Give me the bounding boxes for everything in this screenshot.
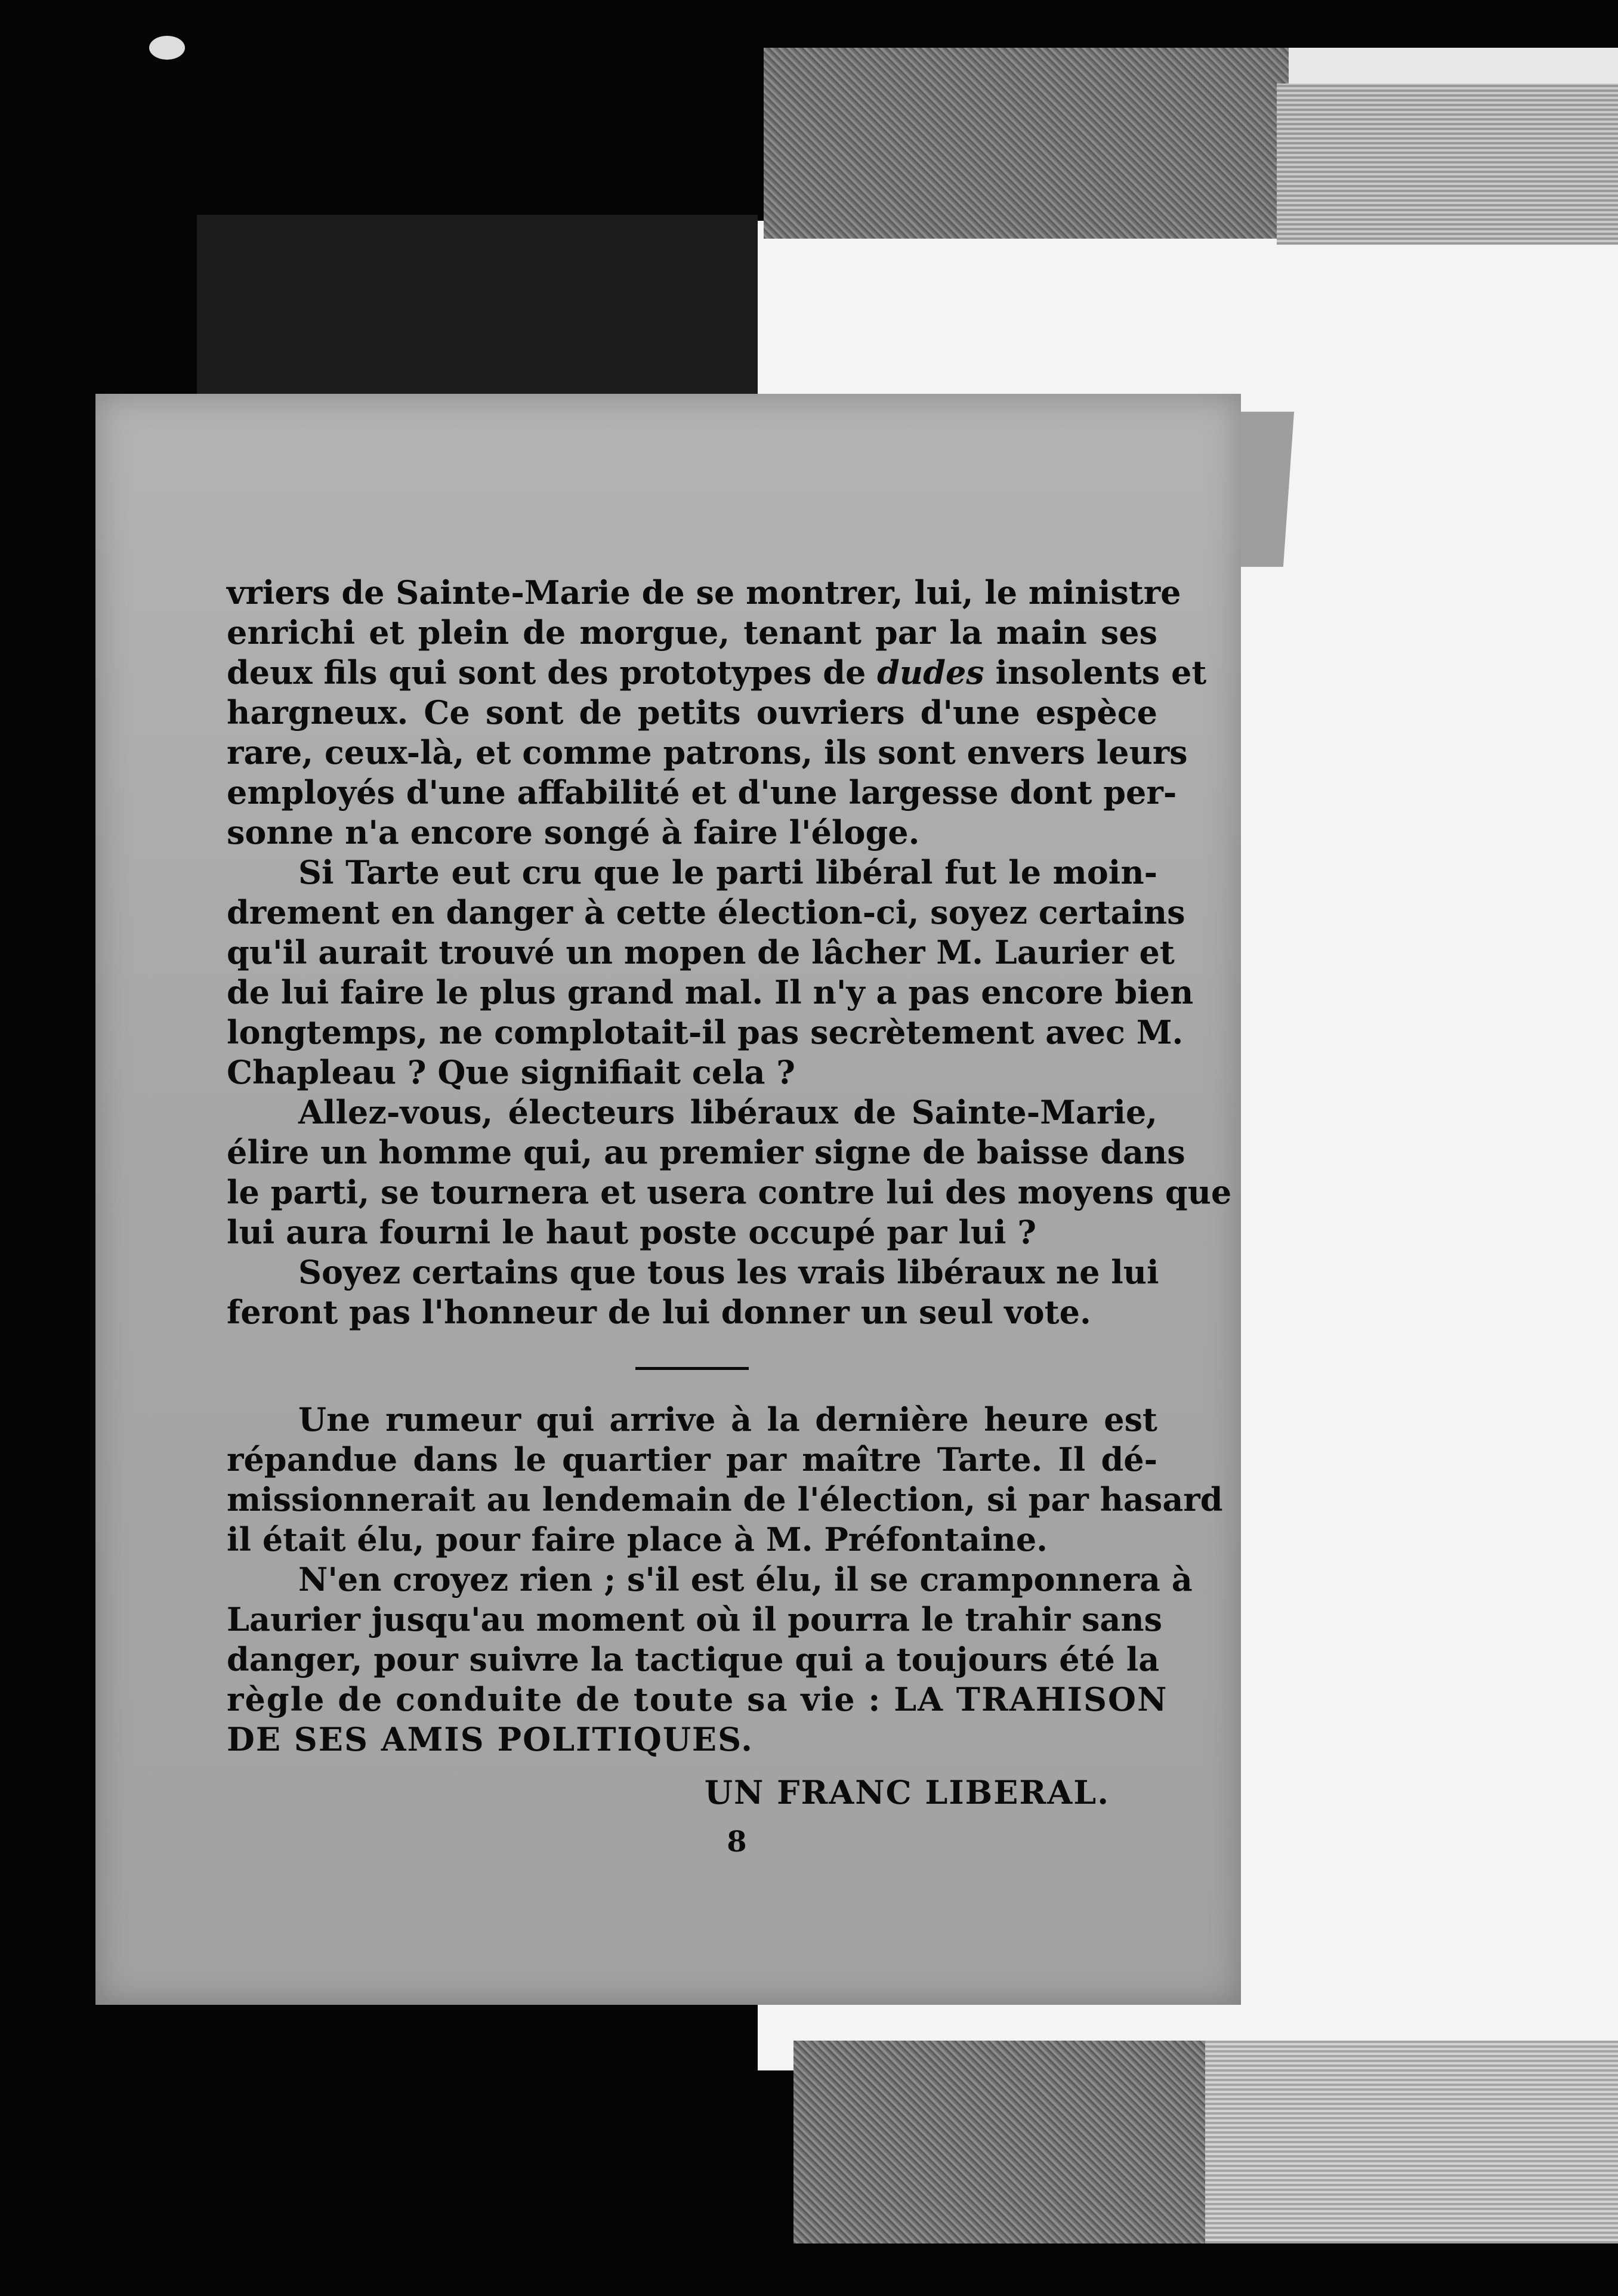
italic-word: dudes bbox=[877, 653, 984, 692]
text-line: élire un homme qui, au premier signe de baisse dans bbox=[227, 1133, 1185, 1171]
text-line: sonne n'a encore songé à faire l'éloge. bbox=[227, 813, 920, 851]
text-line: Allez-vous, électeurs libéraux de Sainte-Marie, bbox=[298, 1093, 1157, 1131]
text-line: Si Tarte eut cru que le parti libéral fut le moin- bbox=[298, 853, 1157, 891]
text-line: le parti, se tournera et usera contre lui des moyens que bbox=[227, 1173, 1232, 1211]
text-line: employés d'une affabilité et d'une largesse dont per- bbox=[227, 773, 1177, 811]
text-line: répandue dans le quartier par maître Tarte. Il dé- bbox=[227, 1440, 1157, 1479]
text-line: rare, ceux-là, et comme patrons, ils sont envers leurs bbox=[227, 733, 1188, 771]
text-line: longtemps, ne complotait-il pas secrètement avec M. bbox=[227, 1013, 1184, 1051]
text-line: règle de conduite de toute sa vie : LA TRAHISON bbox=[227, 1680, 1168, 1718]
text-line: Chapleau ? Que signifiait cela ? bbox=[227, 1053, 795, 1091]
text-line: Laurier jusqu'au moment où il pourra le trahir sans bbox=[227, 1600, 1163, 1638]
text-line: il était élu, pour faire place à M. Préfontaine. bbox=[227, 1520, 1048, 1559]
paragraph-electeurs bbox=[227, 1093, 1232, 1252]
text-line: qu'il aurait trouvé un mopen de lâcher M. Laurier et bbox=[227, 933, 1175, 971]
text-line: drement en danger à cette élection-ci, soyez certains bbox=[227, 893, 1185, 931]
text-line: vriers de Sainte-Marie de se montrer, lui, le ministre bbox=[227, 573, 1181, 612]
text-line: Une rumeur qui arrive à la dernière heure est bbox=[298, 1400, 1157, 1439]
text-line: de lui faire le plus grand mal. Il n'y a pas encore bien bbox=[227, 973, 1194, 1011]
scan-shadow bbox=[197, 215, 758, 400]
text-line: N'en croyez rien ; s'il est élu, il se cramponnera à bbox=[298, 1560, 1193, 1598]
text-line: danger, pour suivre la tactique qui a toujours été la bbox=[227, 1640, 1160, 1678]
text-line: missionnerait au lendemain de l'élection, si par hasard bbox=[227, 1480, 1223, 1519]
book-binding-bottom-cloth bbox=[1205, 2041, 1618, 2243]
dust-speck bbox=[149, 36, 185, 60]
paragraph-continued bbox=[227, 573, 1207, 853]
book-binding-top-cloth bbox=[1277, 84, 1618, 245]
page-number: 8 bbox=[727, 1825, 747, 1859]
text-line: feront pas l'honneur de lui donner un seul vote. bbox=[227, 1293, 1091, 1331]
printed-page bbox=[95, 394, 1241, 2005]
text-line: hargneux. Ce sont de petits ouvriers d'une espèce bbox=[227, 693, 1157, 732]
text-line: DE SES AMIS POLITIQUES. bbox=[227, 1720, 754, 1758]
text-line: Soyez certains que tous les vrais libéraux ne lui bbox=[298, 1253, 1159, 1291]
book-binding-top bbox=[764, 48, 1289, 239]
text-line: deux fils qui sont des prototypes de dudes insolents et bbox=[227, 653, 1207, 692]
paragraph-rumeur bbox=[227, 1400, 1223, 1560]
page-text bbox=[227, 573, 1232, 1862]
paragraph-vote bbox=[227, 1252, 1157, 1332]
paragraph-tarte-danger bbox=[227, 853, 1194, 1093]
text-line: lui aura fourni le haut poste occupé par lui ? bbox=[227, 1213, 1036, 1251]
signature: UN FRANC LIBERAL. bbox=[704, 1773, 1110, 1812]
text-line: enrichi et plein de morgue, tenant par la main ses bbox=[227, 613, 1157, 652]
paragraph-trahison bbox=[227, 1560, 1193, 1760]
section-divider bbox=[635, 1367, 749, 1370]
